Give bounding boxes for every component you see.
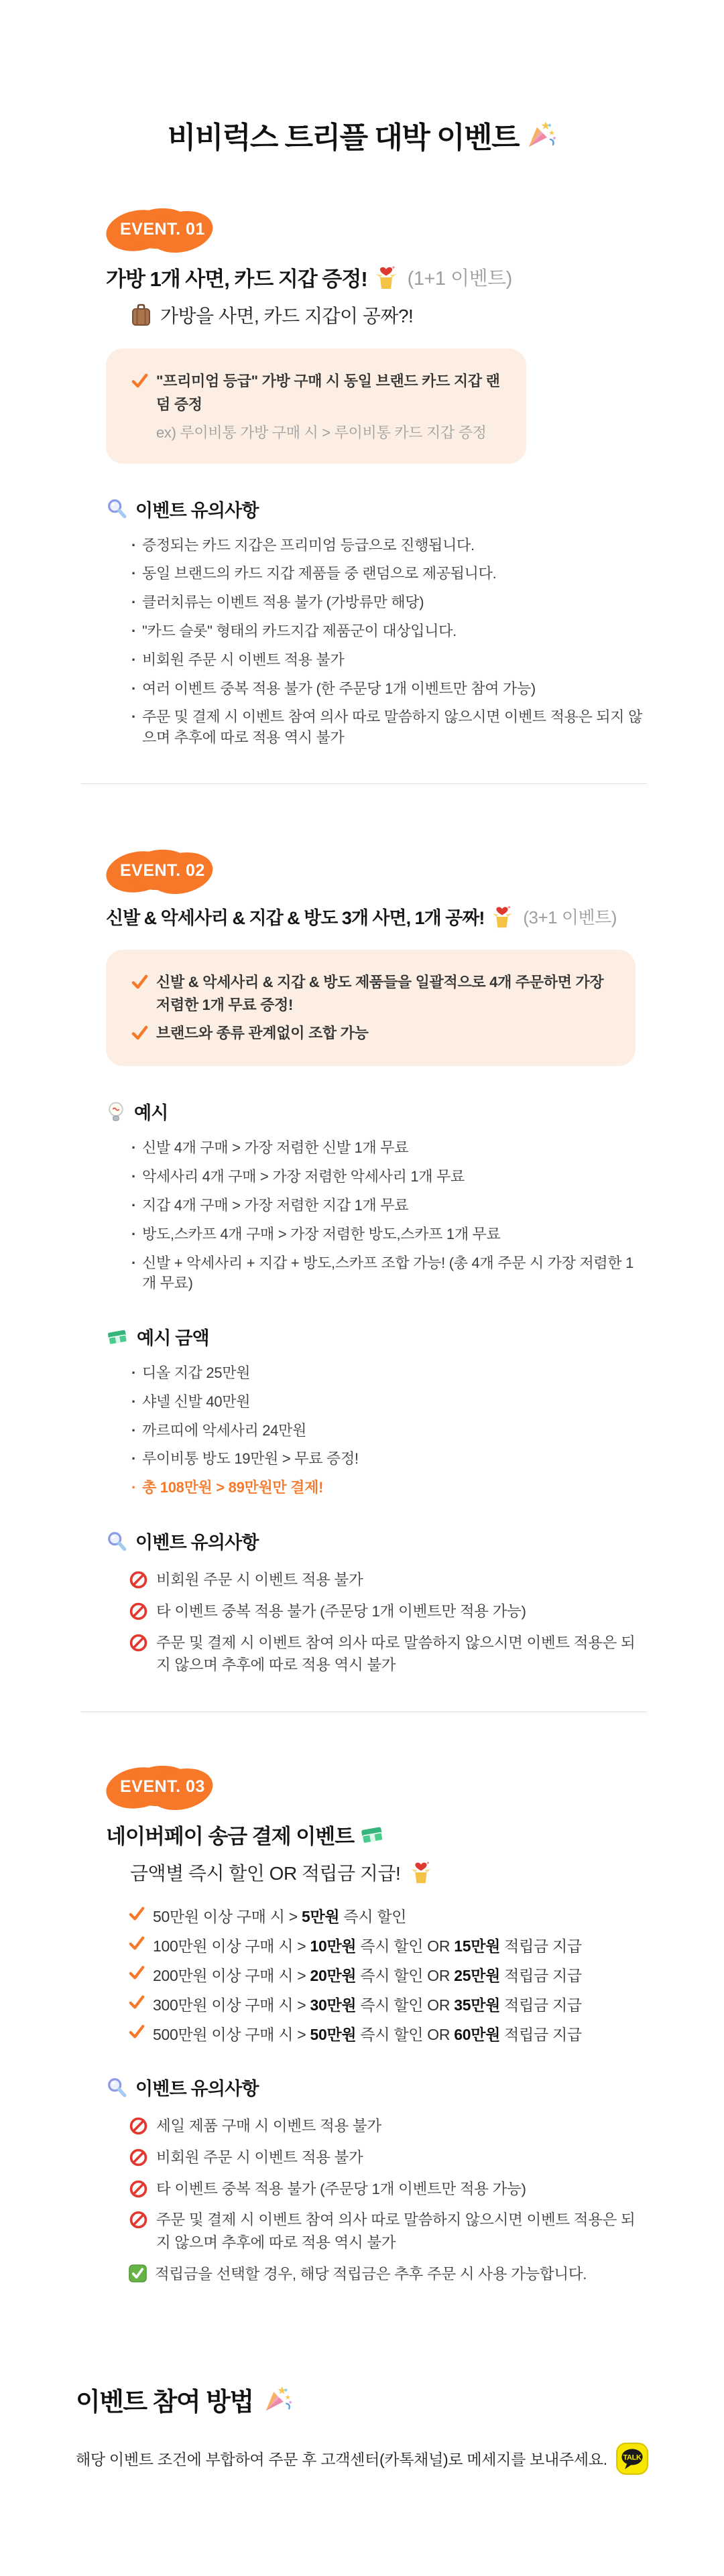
participation-heading bbox=[76, 2381, 724, 2418]
note-text: 적립금을 선택할 경우, 해당 적립금은 추후 주문 시 사용 가능합니다. bbox=[155, 2265, 587, 2282]
event-02-prices-heading bbox=[106, 1324, 646, 1350]
tier-mid: 즉시 할인 OR bbox=[356, 1937, 455, 1955]
note-item: · 비회원 주문 시 이벤트 적용 불가 bbox=[130, 650, 646, 671]
note-text: 세일 제품 구매 시 이벤트 적용 불가 bbox=[156, 2118, 381, 2135]
luggage-icon bbox=[130, 303, 152, 327]
price-item: · 까르띠에 악세사리 24만원 bbox=[130, 1421, 646, 1441]
orange-check-icon bbox=[131, 1025, 148, 1041]
gift-heart-icon bbox=[489, 904, 515, 929]
tier-mid: 즉시 할인 bbox=[339, 1908, 407, 1926]
lightbulb-icon bbox=[106, 1101, 126, 1122]
highlight-example: ex) 루이비통 가방 구매 시 > 루이비통 카드 지갑 증정 bbox=[156, 424, 487, 441]
page-title bbox=[0, 19, 724, 156]
tier-amount: 25만원 bbox=[454, 1967, 501, 1985]
event-02-examples-heading bbox=[106, 1098, 646, 1124]
event-02-examples-title: 예시 bbox=[134, 1103, 168, 1124]
event-03-subheading-text: 금액별 즉시 할인 OR 적립금 지급! bbox=[130, 1863, 401, 1884]
event-01-badge bbox=[106, 208, 217, 250]
tier-item bbox=[129, 1934, 646, 1956]
tier-after: 적립금 지급 bbox=[500, 1996, 582, 2014]
tier-text bbox=[153, 1993, 582, 2015]
magnifier-icon bbox=[106, 1531, 127, 1552]
note-text: 주문 및 결제 시 이벤트 참여 의사 따로 말씀하지 않으시면 이벤트 적용은 되지 않으며 추후에 따로 적용 역시 불가 bbox=[156, 1634, 636, 1674]
tier-amount: 35만원 bbox=[454, 1996, 501, 2014]
no-entry-icon bbox=[129, 2179, 148, 2199]
tier-amount: 20만원 bbox=[310, 1967, 357, 1985]
participation-instruction bbox=[76, 2442, 724, 2475]
highlight-text: 신발 & 악세사리 & 지갑 & 방도 제품들을 일괄적으로 4개 주문하면 가장 저렴한 1개 무료 증정! bbox=[156, 974, 604, 1014]
tier-before: 100만원 이상 구매 시 > bbox=[153, 1937, 310, 1955]
no-entry-icon bbox=[129, 2210, 148, 2230]
no-entry-icon bbox=[129, 1633, 148, 1653]
note-item bbox=[129, 2209, 646, 2254]
no-entry-icon bbox=[129, 2116, 148, 2136]
orange-check-icon bbox=[129, 1906, 145, 1922]
event-01-notes-list bbox=[130, 535, 646, 749]
orange-check-icon bbox=[131, 373, 148, 389]
tier-before: 300만원 이상 구매 시 > bbox=[153, 1996, 310, 2014]
tier-text bbox=[153, 1905, 406, 1927]
note-item: · 동일 브랜드의 카드 지갑 제품들 중 랜덤으로 제공됩니다. bbox=[130, 564, 646, 584]
event-03-subheading bbox=[130, 1859, 646, 1886]
no-entry-icon bbox=[129, 1602, 148, 1621]
tier-item bbox=[129, 1905, 646, 1927]
event-01-heading-text: 가방 1개 사면, 카드 지갑 증정! bbox=[106, 267, 367, 292]
no-entry-icon bbox=[129, 2148, 148, 2167]
no-entry-icon bbox=[129, 1570, 148, 1590]
event-02-examples-list bbox=[130, 1138, 646, 1294]
event-02-highlight-box bbox=[106, 950, 636, 1066]
highlight-item bbox=[131, 370, 501, 415]
note-item: · 클러치류는 이벤트 적용 불가 (가방류만 해당) bbox=[130, 592, 646, 613]
tier-text bbox=[153, 1963, 582, 1986]
tier-mid: 즉시 할인 OR bbox=[356, 2026, 455, 2044]
tier-text bbox=[153, 1934, 582, 1956]
event-01-heading bbox=[106, 262, 646, 292]
note-item bbox=[129, 2263, 646, 2286]
note-item bbox=[129, 2115, 646, 2138]
tier-after: 적립금 지급 bbox=[500, 1967, 582, 1985]
tier-before: 500만원 이상 구매 시 > bbox=[153, 2026, 310, 2044]
event-02-prices-title: 예시 금액 bbox=[137, 1328, 209, 1349]
event-03-badge-label: EVENT. 03 bbox=[120, 1777, 205, 1797]
note-item: · 여러 이벤트 중복 적용 불가 (한 주문당 1개 이벤트만 참여 가능) bbox=[130, 679, 646, 700]
event-01-subtitle bbox=[130, 302, 646, 328]
tier-item bbox=[129, 2022, 646, 2045]
tier-after: 적립금 지급 bbox=[500, 1937, 582, 1955]
tier-amount: 30만원 bbox=[310, 1996, 357, 2014]
example-item: · 악세사리 4개 구매 > 가장 저렴한 악세사리 1개 무료 bbox=[130, 1167, 646, 1187]
note-item: · 증정되는 카드 지갑은 프리미엄 등급으로 진행됩니다. bbox=[130, 535, 646, 556]
participation-text: 해당 이벤트 조건에 부합하여 주문 후 고객센터(카톡채널)로 메세지를 보내주세요. bbox=[76, 2451, 607, 2469]
event-02-section bbox=[106, 850, 646, 1677]
event-01-notes-heading bbox=[106, 496, 646, 522]
participation-heading-text: 이벤트 참여 방법 bbox=[76, 2388, 253, 2417]
note-item bbox=[129, 2146, 646, 2169]
kakaotalk-icon bbox=[615, 2442, 649, 2475]
event-02-prices-list bbox=[130, 1363, 646, 1498]
event-03-heading-text: 네이버페이 송금 결제 이벤트 bbox=[106, 1825, 355, 1849]
tier-amount: 50만원 bbox=[310, 2026, 357, 2044]
tier-text bbox=[153, 2022, 582, 2045]
note-item: · 주문 및 결제 시 이벤트 참여 의사 따로 말씀하지 않으시면 이벤트 적용은 되지 않으며 추후에 따로 적용 역시 불가 bbox=[130, 707, 646, 749]
event-02-heading-suffix: (3+1 이벤트) bbox=[523, 907, 617, 928]
event-02-notes-title: 이벤트 유의사항 bbox=[135, 1533, 259, 1553]
orange-check-icon bbox=[129, 1994, 145, 2010]
event-01-subtitle-text: 가방을 사면, 카드 지갑이 공짜?! bbox=[160, 306, 414, 327]
highlight-item bbox=[131, 1022, 610, 1045]
gift-heart-icon bbox=[408, 1860, 434, 1885]
event-01-highlight-box bbox=[106, 348, 526, 463]
highlight-text: "프리미엄 등급" 가방 구매 시 동일 브랜드 카드 지갑 랜덤 증정 bbox=[156, 373, 500, 413]
tier-mid: 즉시 할인 OR bbox=[356, 1996, 455, 2014]
party-popper-icon bbox=[263, 2384, 292, 2414]
orange-check-icon bbox=[129, 2024, 145, 2040]
note-text: 주문 및 결제 시 이벤트 참여 의사 따로 말씀하지 않으시면 이벤트 적용은 되지 않으며 추후에 따로 적용 역시 불가 bbox=[156, 2211, 636, 2252]
event-03-heading bbox=[106, 1819, 646, 1850]
example-item: · 신발 4개 구매 > 가장 저렴한 신발 1개 무료 bbox=[130, 1138, 646, 1159]
page-title-text: 비비럭스 트리플 대박 이벤트 bbox=[167, 121, 520, 155]
event-01-heading-suffix: (1+1 이벤트) bbox=[407, 268, 512, 290]
tier-amount: 15만원 bbox=[454, 1937, 501, 1955]
event-02-notes-heading bbox=[106, 1528, 646, 1554]
note-item bbox=[129, 1632, 646, 1677]
note-text: 타 이벤트 중복 적용 불가 (주문당 1개 이벤트만 적용 가능) bbox=[156, 2180, 526, 2197]
price-item: · 샤넬 신발 40만원 bbox=[130, 1392, 646, 1413]
note-item bbox=[129, 1569, 646, 1592]
note-item bbox=[129, 1600, 646, 1623]
event-01-notes-title: 이벤트 유의사항 bbox=[135, 500, 259, 521]
event-02-notes-list bbox=[129, 1569, 646, 1677]
note-item: · "카드 슬롯" 형태의 카드지갑 제품군이 대상입니다. bbox=[130, 621, 646, 642]
tier-item bbox=[129, 1963, 646, 1986]
orange-check-icon bbox=[131, 974, 148, 990]
orange-check-icon bbox=[129, 1965, 145, 1981]
note-text: 비회원 주문 시 이벤트 적용 불가 bbox=[156, 1571, 363, 1589]
event-01-badge-label: EVENT. 01 bbox=[120, 220, 205, 239]
event-03-notes-title: 이벤트 유의사항 bbox=[135, 2079, 259, 2100]
event-02-heading bbox=[106, 903, 646, 929]
magnifier-icon bbox=[106, 498, 127, 519]
tier-before: 200만원 이상 구매 시 > bbox=[153, 1967, 310, 1985]
highlight-item bbox=[131, 971, 610, 1017]
example-item: · 신발 + 악세사리 + 지갑 + 방도,스카프 조합 가능! (총 4개 주문 시 가장 저렴한 1개 무료) bbox=[130, 1253, 646, 1295]
kakaotalk-label: TALK bbox=[623, 2453, 642, 2462]
price-item: · 디올 지갑 25만원 bbox=[130, 1363, 646, 1384]
green-check-icon bbox=[129, 2264, 147, 2282]
event-01-section bbox=[106, 208, 646, 749]
magnifier-icon bbox=[106, 2077, 127, 2098]
price-total: · 총 108만원 > 89만원만 결제! bbox=[130, 1478, 646, 1498]
tier-item bbox=[129, 1993, 646, 2015]
money-icon bbox=[359, 1823, 385, 1846]
event-page bbox=[0, 19, 724, 2575]
tier-after: 적립금 지급 bbox=[500, 2026, 582, 2044]
event-03-notes-list bbox=[129, 2115, 646, 2286]
event-03-badge bbox=[106, 1766, 217, 1807]
gift-heart-icon bbox=[373, 264, 400, 291]
event-03-tier-list bbox=[129, 1905, 646, 2045]
tier-before: 50만원 이상 구매 시 > bbox=[153, 1908, 302, 1926]
highlight-text: 브랜드와 종류 관계없이 조합 가능 bbox=[156, 1025, 369, 1042]
participation-section bbox=[76, 2381, 724, 2576]
tier-amount: 10만원 bbox=[310, 1937, 357, 1955]
event-02-badge-label: EVENT. 02 bbox=[120, 861, 205, 881]
event-02-heading-text: 신발 & 악세사리 & 지갑 & 방도 3개 사면, 1개 공짜! bbox=[106, 908, 485, 929]
tier-amount: 60만원 bbox=[454, 2026, 501, 2044]
example-item: · 방도,스카프 4개 구매 > 가장 저렴한 방도,스카프 1개 무료 bbox=[130, 1224, 646, 1245]
event-03-section bbox=[106, 1766, 646, 2286]
example-item: · 지갑 4개 구매 > 가장 저렴한 지갑 1개 무료 bbox=[130, 1196, 646, 1216]
note-item bbox=[129, 2178, 646, 2201]
note-text: 비회원 주문 시 이벤트 적용 불가 bbox=[156, 2148, 363, 2166]
section-divider bbox=[81, 783, 647, 784]
money-icon bbox=[106, 1327, 129, 1347]
note-text: 타 이벤트 중복 적용 불가 (주문당 1개 이벤트만 적용 가능) bbox=[156, 1602, 526, 1620]
tier-mid: 즉시 할인 OR bbox=[356, 1967, 455, 1985]
tier-amount: 5만원 bbox=[302, 1908, 340, 1926]
price-item: · 루이비통 방도 19만원 > 무료 증정! bbox=[130, 1449, 646, 1470]
orange-check-icon bbox=[129, 1935, 145, 1951]
party-popper-icon bbox=[526, 119, 556, 150]
event-02-badge bbox=[106, 850, 217, 891]
event-03-notes-heading bbox=[106, 2074, 646, 2100]
